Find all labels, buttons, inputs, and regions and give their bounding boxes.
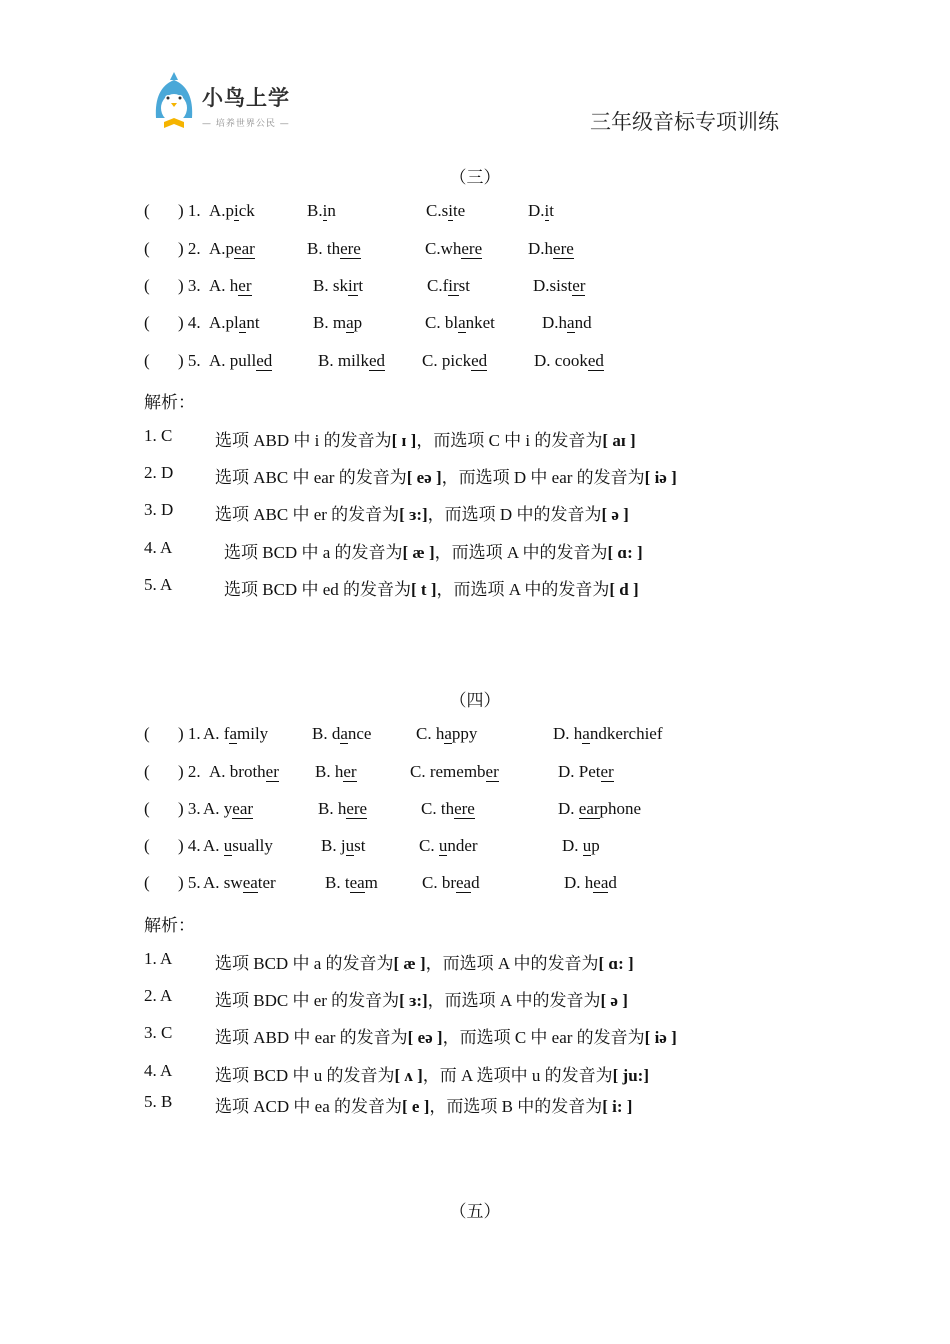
- option-b: B. here: [318, 799, 368, 818]
- option-a: A. sweater: [203, 873, 276, 892]
- answer-explanation: 选项 BCD 中 u 的发音为[ ʌ ]，而 A 选项中 u 的发音为[ ju:]: [215, 1066, 649, 1085]
- question-number: ) 2.: [178, 762, 201, 781]
- option-c: C.first: [427, 276, 470, 295]
- option-c: C. there: [421, 799, 475, 818]
- option-a: A. year: [203, 799, 254, 818]
- option-a: A.pick: [209, 201, 255, 220]
- answer-key: 5. A: [144, 575, 173, 594]
- option-d: D. earphone: [558, 799, 642, 818]
- answer-paren: (: [144, 351, 150, 370]
- analysis-label: 解析：: [144, 393, 195, 412]
- answer-paren: (: [144, 201, 150, 220]
- answer-explanation: 选项 ABC 中 ear 的发音为[ eə ]，而选项 D 中 ear 的发音为[ iə ]: [215, 468, 677, 487]
- question-number: ) 3.: [178, 276, 201, 295]
- option-d: D. up: [562, 836, 600, 855]
- option-b: B. there: [307, 239, 361, 258]
- bird-logo-icon: [150, 68, 198, 130]
- answer-explanation: 选项 ABD 中 ear 的发音为[ eə ]，而选项 C 中 ear 的发音为[ iə ]: [215, 1028, 677, 1047]
- option-a: A.pear: [209, 239, 255, 258]
- answer-paren: (: [144, 873, 150, 892]
- answer-key: 2. A: [144, 986, 173, 1005]
- option-a: A. brother: [209, 762, 279, 781]
- answer-explanation: 选项 ABC 中 er 的发音为[ ɜ:]，而选项 D 中的发音为[ ə ]: [215, 505, 629, 524]
- question-number: ) 1.: [178, 201, 201, 220]
- answer-key: 3. D: [144, 500, 174, 519]
- logo: [150, 68, 310, 132]
- option-c: C. blanket: [425, 313, 495, 332]
- option-a: A. usually: [203, 836, 273, 855]
- option-d: D. handkerchief: [553, 724, 663, 743]
- question-number: ) 5.: [178, 351, 201, 370]
- option-b: B. her: [315, 762, 357, 781]
- answer-key: 1. C: [144, 426, 173, 445]
- answer-key: 4. A: [144, 1061, 173, 1080]
- option-c: C.site: [426, 201, 466, 220]
- option-a: A. family: [203, 724, 269, 743]
- question-number: ) 4.: [178, 836, 201, 855]
- option-d: D.hand: [542, 313, 592, 332]
- option-b: B.in: [307, 201, 336, 220]
- answer-paren: (: [144, 762, 150, 781]
- answer-paren: (: [144, 239, 150, 258]
- answer-paren: (: [144, 276, 150, 295]
- answer-explanation: 选项 ACD 中 ea 的发音为[ e ]，而选项 B 中的发音为[ i: ]: [215, 1097, 633, 1116]
- option-c: C. bread: [422, 873, 480, 892]
- option-b: B. team: [325, 873, 378, 892]
- option-a: A. pulled: [209, 351, 273, 370]
- question-number: ) 3.: [178, 799, 201, 818]
- document-title: 三年级音标专项训练: [590, 110, 779, 134]
- answer-key: 4. A: [144, 538, 173, 557]
- option-c: C. under: [419, 836, 478, 855]
- logo-subtitle: — 培养世界公民 —: [202, 119, 290, 129]
- answer-explanation: 选项 BCD 中 a 的发音为[ æ ]，而选项 A 中的发音为[ ɑ: ]: [224, 543, 643, 562]
- option-a: A.plant: [209, 313, 260, 332]
- option-b: B. dance: [312, 724, 372, 743]
- answer-key: 1. A: [144, 949, 173, 968]
- option-d: D. Peter: [558, 762, 614, 781]
- option-d: D. head: [564, 873, 617, 892]
- option-d: D.sister: [533, 276, 586, 295]
- answer-paren: (: [144, 799, 150, 818]
- analysis-label: 解析：: [144, 916, 195, 935]
- option-c: C.where: [425, 239, 483, 258]
- answer-explanation: 选项 ABD 中 i 的发音为[ ɪ ]，而选项 C 中 i 的发音为[ aɪ ]: [215, 431, 636, 450]
- answer-key: 5. B: [144, 1092, 173, 1111]
- question-number: ) 4.: [178, 313, 201, 332]
- logo-title: 小鸟上学: [202, 86, 290, 110]
- answer-paren: (: [144, 724, 150, 743]
- section-title: （四）: [449, 691, 501, 710]
- option-d: D. cooked: [534, 351, 604, 370]
- answer-explanation: 选项 BCD 中 a 的发音为[ æ ]，而选项 A 中的发音为[ ɑ: ]: [215, 954, 634, 973]
- question-number: ) 1.: [178, 724, 201, 743]
- option-b: B. map: [313, 313, 363, 332]
- option-c: C. picked: [422, 351, 488, 370]
- option-c: C. happy: [416, 724, 478, 743]
- option-b: B. just: [321, 836, 366, 855]
- option-c: C. remember: [410, 762, 499, 781]
- answer-paren: (: [144, 313, 150, 332]
- answer-paren: (: [144, 836, 150, 855]
- section-title: （五）: [449, 1202, 501, 1221]
- answer-explanation: 选项 BDC 中 er 的发音为[ ɜ:]，而选项 A 中的发音为[ ə ]: [215, 991, 628, 1010]
- option-d: D.it: [528, 201, 554, 220]
- option-a: A. her: [209, 276, 252, 295]
- answer-explanation: 选项 BCD 中 ed 的发音为[ t ]，而选项 A 中的发音为[ d ]: [224, 580, 639, 599]
- option-b: B. milked: [318, 351, 386, 370]
- option-b: B. skirt: [313, 276, 364, 295]
- answer-key: 3. C: [144, 1023, 173, 1042]
- answer-key: 2. D: [144, 463, 174, 482]
- option-d: D.here: [528, 239, 574, 258]
- section-title: （三）: [449, 168, 501, 187]
- question-number: ) 5.: [178, 873, 201, 892]
- question-number: ) 2.: [178, 239, 201, 258]
